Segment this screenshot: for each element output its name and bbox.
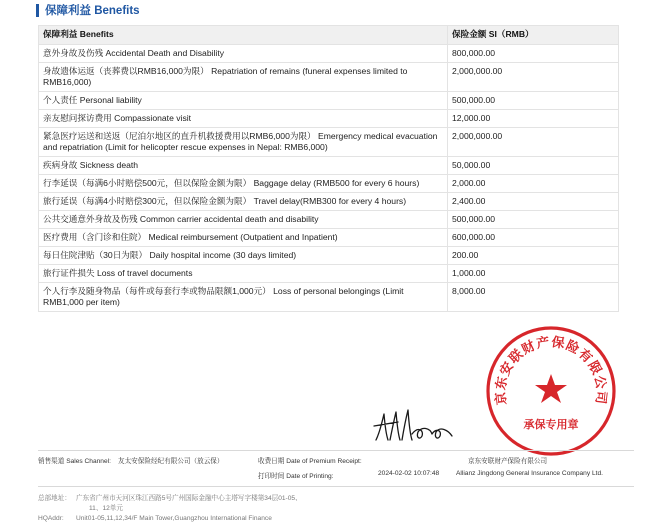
benefit-cell: 意外身故及伤残 Accidental Death and Disability (39, 45, 448, 63)
sales-channel-label: 销售渠道 Sales Channel: (38, 458, 111, 465)
si-cell: 12,000.00 (448, 110, 619, 128)
premium-receipt-label: 收费日期 Date of Premium Receipt: (258, 458, 362, 465)
si-cell: 8,000.00 (448, 283, 619, 312)
benefit-cell: 个人责任 Personal liability (39, 92, 448, 110)
benefit-cell: 行李延误（每满6小时赔偿500元，但以保险金额为限） Baggage delay (RMB500 for every 6 hours) (39, 175, 448, 193)
table-header-row (39, 26, 619, 45)
si-cell: 800,000.00 (448, 45, 619, 63)
table-row (39, 283, 619, 312)
benefit-cell: 医疗费用（含门诊和住院） Medical reimbursement (Outpatient and Inpatient) (39, 229, 448, 247)
si-cell: 2,000,000.00 (448, 128, 619, 157)
company-seal-stamp (484, 324, 618, 458)
si-cell: 2,000,000.00 (448, 63, 619, 92)
benefit-cell: 亲友慰问探访费用 Compassionate visit (39, 110, 448, 128)
table-row (39, 211, 619, 229)
footer-divider (38, 450, 634, 451)
si-cell: 200.00 (448, 247, 619, 265)
table-row (39, 63, 619, 92)
benefit-cell: 公共交通意外身故及伤残 Common carrier accidental death and disability (39, 211, 448, 229)
printing-value: 2024-02-02 10:07:48 (378, 470, 440, 477)
company-name-en: Allianz Jingdong General Insurance Company Ltd. (456, 470, 603, 477)
si-cell: 50,000.00 (448, 157, 619, 175)
table-row (39, 265, 619, 283)
si-cell: 500,000.00 (448, 211, 619, 229)
seal-text: 京东安联财产保险有限公司 (493, 335, 609, 406)
seal-star-icon (535, 374, 567, 403)
si-cell: 1,000.00 (448, 265, 619, 283)
section-header (36, 2, 140, 18)
table-row (39, 247, 619, 265)
header-benefits: 保障利益 Benefits (39, 26, 448, 45)
table-row (39, 175, 619, 193)
signature-image (372, 404, 458, 448)
hq-address-line2: 11、12单元 (89, 505, 123, 512)
table-row (39, 193, 619, 211)
benefits-table (38, 25, 619, 312)
benefit-cell: 旅行延误（每满4小时赔偿300元，但以保险金额为限） Travel delay(RMB300 for every 4 hours) (39, 193, 448, 211)
benefit-cell: 每日住院津贴（30日为限） Daily hospital income (30 days limited) (39, 247, 448, 265)
section-accent-bar (36, 4, 39, 17)
hqaddr-value: Unit01-05,11,12,34/F Main Tower,Guangzhou International Finance (76, 515, 272, 522)
hq-address: 广东省广州市天河区珠江西路5号广州国际金融中心主塔写字楼第34层01-05、 (76, 495, 302, 502)
hqaddr-label: HQAddr: (38, 515, 64, 522)
table-row (39, 229, 619, 247)
benefit-cell: 身故遗体运返（丧葬费以RMB16,000为限） Repatriation of remains (funeral expenses limited to RMB16,000) (39, 63, 448, 92)
benefit-cell: 旅行证件损失 Loss of travel documents (39, 265, 448, 283)
si-cell: 2,400.00 (448, 193, 619, 211)
si-cell: 600,000.00 (448, 229, 619, 247)
si-cell: 2,000.00 (448, 175, 619, 193)
seal-subtext: 承保专用章 (523, 418, 579, 431)
benefit-cell: 疾病身故 Sickness death (39, 157, 448, 175)
printing-label: 打印时间 Date of Printing: (258, 473, 334, 480)
table-row (39, 110, 619, 128)
hq-label: 总部地址： (38, 495, 71, 502)
header-sum-insured: 保险金额 SI（RMB） (448, 26, 619, 45)
footer-divider (38, 486, 634, 487)
benefit-cell: 个人行李及随身物品（每件或每套行李或物品限额1,000元） Loss of personal belongings (Limit RMB1,000 per item) (39, 283, 448, 312)
table-row (39, 45, 619, 63)
table-row (39, 92, 619, 110)
sales-channel-value: 友太安保险经纪有限公司（放云保） (118, 458, 224, 465)
benefit-cell: 紧急医疗运送和送返（尼泊尔地区的直升机救援费用以RMB6,000为限） Emergency medical evacuation and repatriation (Limit for helicopter rescue expenses in Nepal: RMB6,000) (39, 128, 448, 157)
si-cell: 500,000.00 (448, 92, 619, 110)
section-title: 保障利益 Benefits (45, 5, 140, 17)
company-name: 京东安联财产保险有限公司 (468, 458, 548, 465)
table-row (39, 157, 619, 175)
table-row (39, 128, 619, 157)
